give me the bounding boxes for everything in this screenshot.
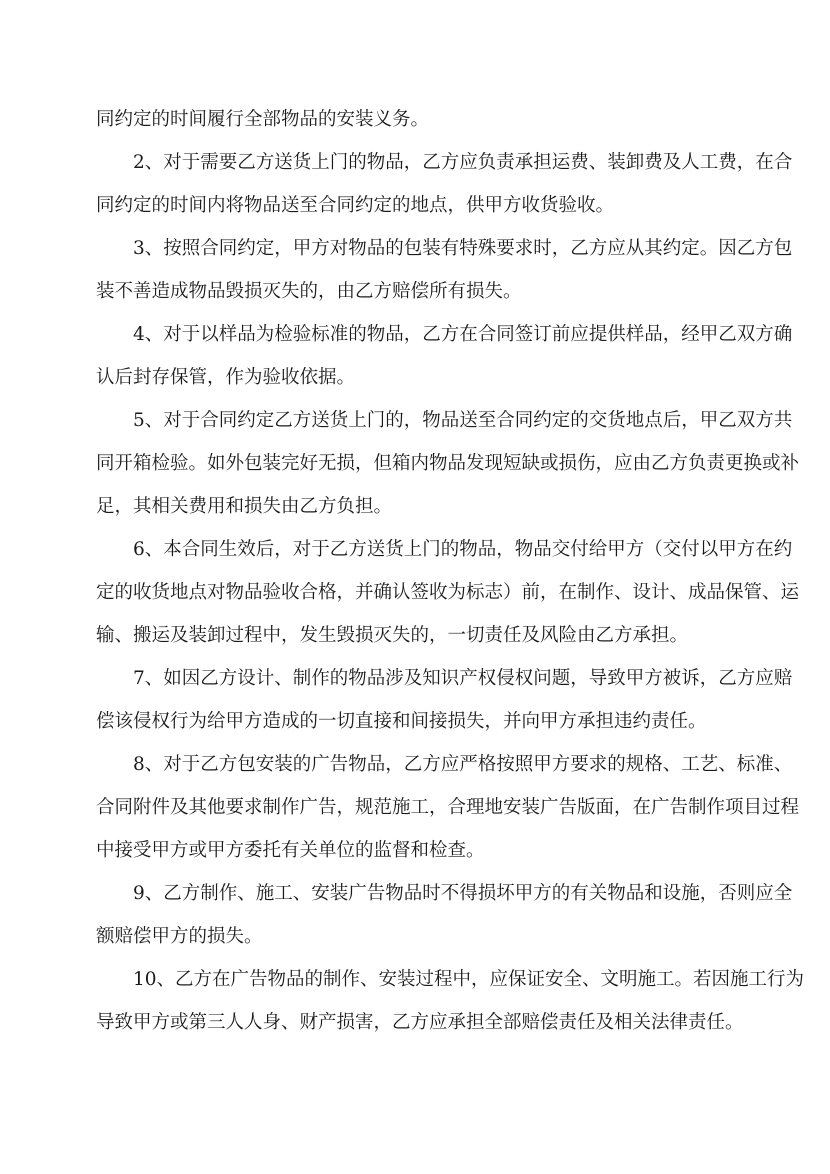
text-line: 同约定的时间内将物品送至合同约定的地点，供甲方收货验收。 — [96, 195, 615, 216]
clause-10-line: 10、乙方在广告物品的制作、安装过程中，应保证安全、文明施工。若因施工行为 — [133, 969, 805, 990]
text-line: 同约定的时间履行全部物品的安装义务。 — [96, 109, 430, 130]
document-page — [96, 98, 805, 1044]
clause-8-line: 8、对于乙方包安装的广告物品，乙方应严格按照甲方要求的规格、工艺、标准、 — [133, 754, 793, 775]
text-line: 偿该侵权行为给甲方造成的一切直接和间接损失，并向甲方承担违约责任。 — [96, 711, 707, 732]
text-line: 同开箱检验。如外包装完好无损，但箱内物品发现短缺或损伤，应由乙方负责更换或补 — [96, 453, 800, 474]
text-line: 中接受甲方或甲方委托有关单位的监督和检查。 — [96, 840, 485, 861]
clause-5-line: 5、对于合同约定乙方送货上门的，物品送至合同约定的交货地点后，甲乙双方共 — [133, 410, 793, 431]
clause-9-line: 9、乙方制作、施工、安装广告物品时不得损坏甲方的有关物品和设施，否则应全 — [133, 883, 793, 904]
text-line: 认后封存保管，作为验收依据。 — [96, 367, 356, 388]
text-line: 装不善造成物品毁损灭失的，由乙方赔偿所有损失。 — [96, 281, 522, 302]
clause-6-line: 6、本合同生效后，对于乙方送货上门的物品，物品交付给甲方（交付以甲方在约 — [133, 539, 793, 560]
clause-2-line: 2、对于需要乙方送货上门的物品，乙方应负责承担运费、装卸费及人工费，在合 — [133, 152, 793, 173]
clause-7-line: 7、如因乙方设计、制作的物品涉及知识产权侵权问题，导致甲方被诉，乙方应赔 — [133, 668, 793, 689]
text-line: 定的收货地点对物品验收合格，并确认签收为标志）前，在制作、设计、成品保管、运 — [96, 582, 800, 603]
text-line: 导致甲方或第三人人身、财产损害，乙方应承担全部赔偿责任及相关法律责任。 — [96, 1012, 744, 1033]
text-line: 足，其相关费用和损失由乙方负担。 — [96, 496, 393, 517]
text-line: 额赔偿甲方的损失。 — [96, 926, 263, 947]
clause-4-line: 4、对于以样品为检验标准的物品，乙方在合同签订前应提供样品，经甲乙双方确 — [133, 324, 793, 345]
clause-3-line: 3、按照合同约定，甲方对物品的包装有特殊要求时，乙方应从其约定。因乙方包 — [133, 238, 793, 259]
text-line: 输、搬运及装卸过程中，发生毁损灭失的，一切责任及风险由乙方承担。 — [96, 625, 689, 646]
text-line: 合同附件及其他要求制作广告，规范施工，合理地安装广告版面，在广告制作项目过程 — [96, 797, 800, 818]
